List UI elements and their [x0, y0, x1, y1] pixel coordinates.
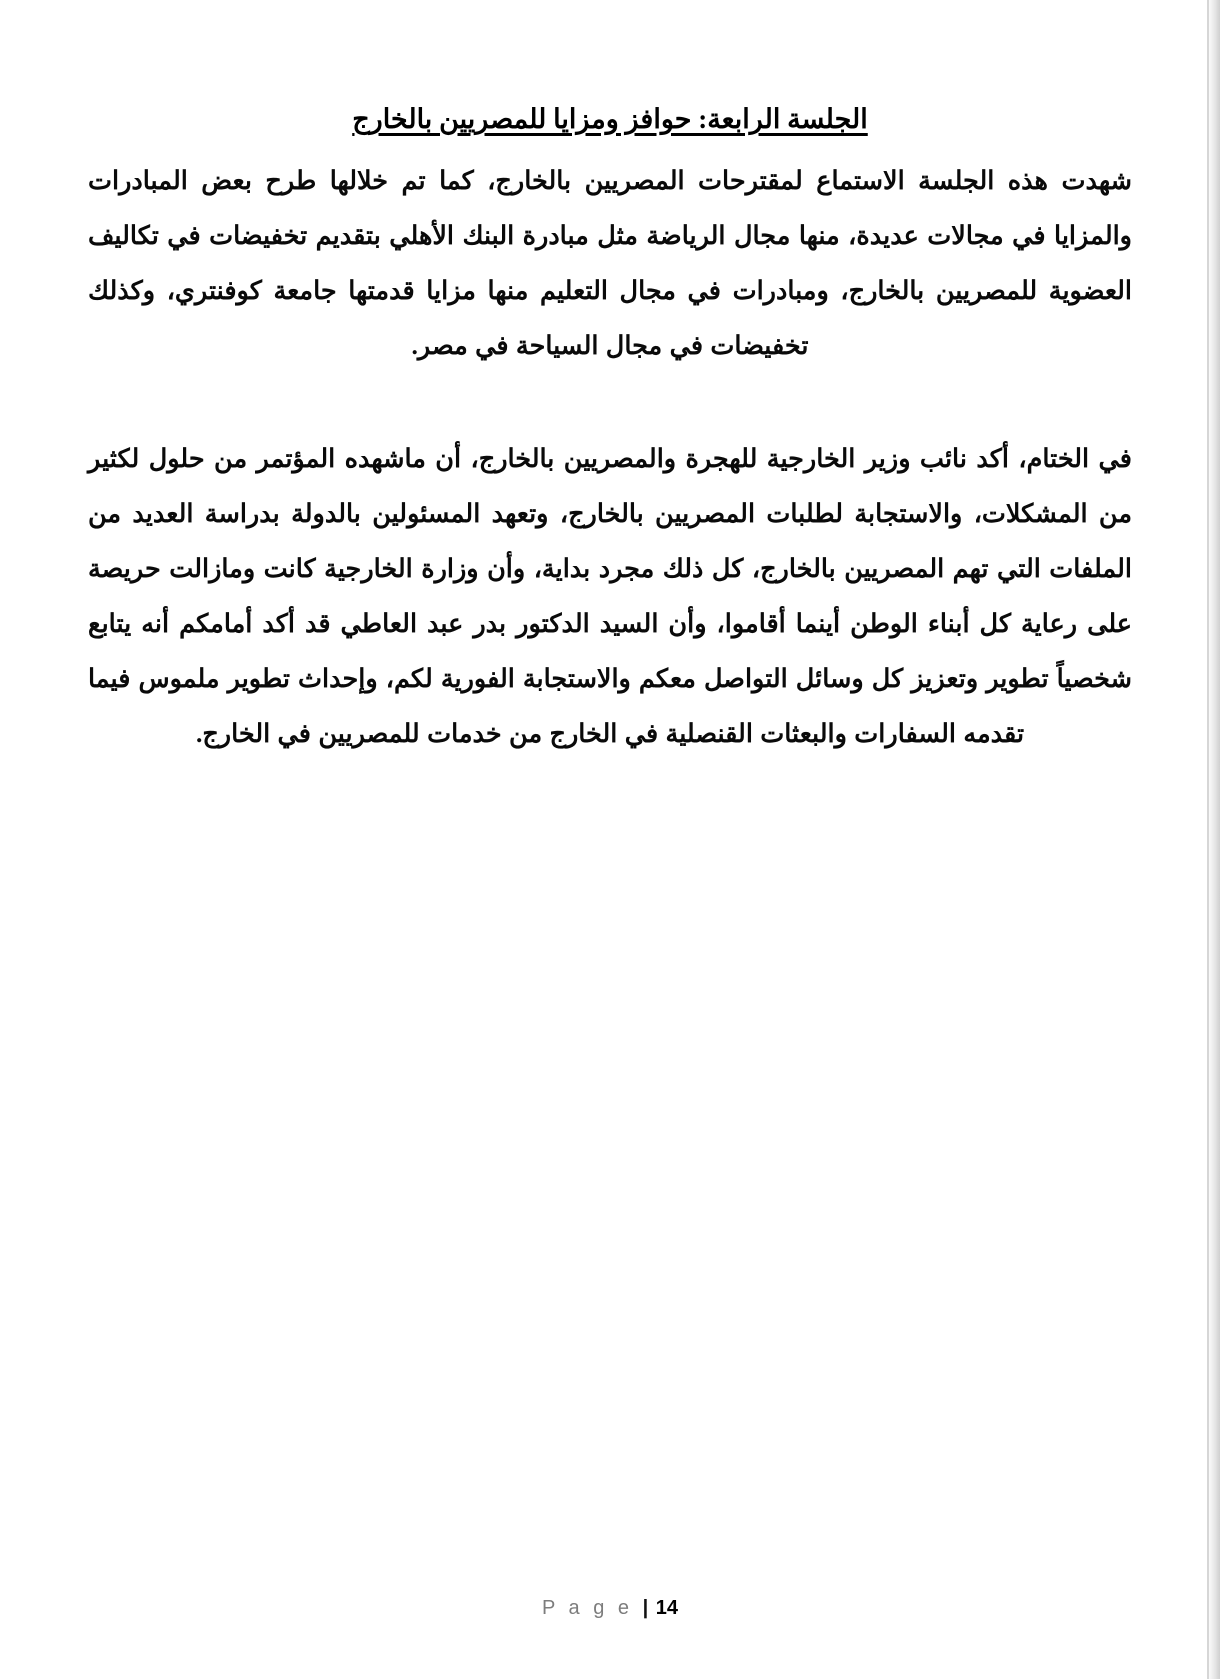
page-right-edge-line — [1207, 0, 1209, 1679]
footer-page-word: P a g e — [542, 1597, 643, 1619]
footer-separator: | — [642, 1597, 656, 1619]
paragraph-2: في الختام، أكد نائب وزير الخارجية للهجرة والمصريين بالخارج، أن ماشهده المؤتمر من حلول لكثير من المشكلات، والاستجابة لطلبات المصريين بالخارج، وتعهد المسئولين بالدولة بدراسة العديد من الملفات التي تهم المصريين بالخارج، كل ذلك مجرد بداية، وأن وزارة الخارجية كانت ومازالت حريصة على رعاية كل أبناء الوطن أينما أقاموا، وأن السيد الدكتور بدر عبد العاطي قد أكد أمامكم أنه يتابع شخصياً تطوير وتعزيز كل وسائل التواصل معكم والاستجابة الفورية لكم، وإحداث تطوير ملموس فيما تقدمه السفارات والبعثات القنصلية في الخارج من خدمات للمصريين في الخارج. — [88, 444, 1132, 749]
footer-page-number: 14 — [655, 1597, 678, 1619]
page-footer — [0, 1597, 1220, 1620]
page-title — [88, 100, 1132, 139]
document-content — [88, 100, 1132, 761]
paragraph-spacer — [88, 373, 1132, 431]
paragraph-1: شهدت هذه الجلسة الاستماع لمقترحات المصريين بالخارج، كما تم خلالها طرح بعض المبادرات والمزايا في مجالات عديدة، منها مجال الرياضة مثل مبادرة البنك الأهلي بتقديم تخفيضات في تكاليف العضوية للمصريين بالخارج، ومبادرات في مجال التعليم منها مزايا قدمتها جامعة كوفنتري، وكذلك تخفيضات في مجال السياحة في مصر. — [88, 166, 1132, 361]
page-title-text: الجلسة الرابعة: حوافز ومزايا للمصريين بالخارج — [352, 104, 868, 134]
footer-page-indicator — [542, 1597, 678, 1620]
